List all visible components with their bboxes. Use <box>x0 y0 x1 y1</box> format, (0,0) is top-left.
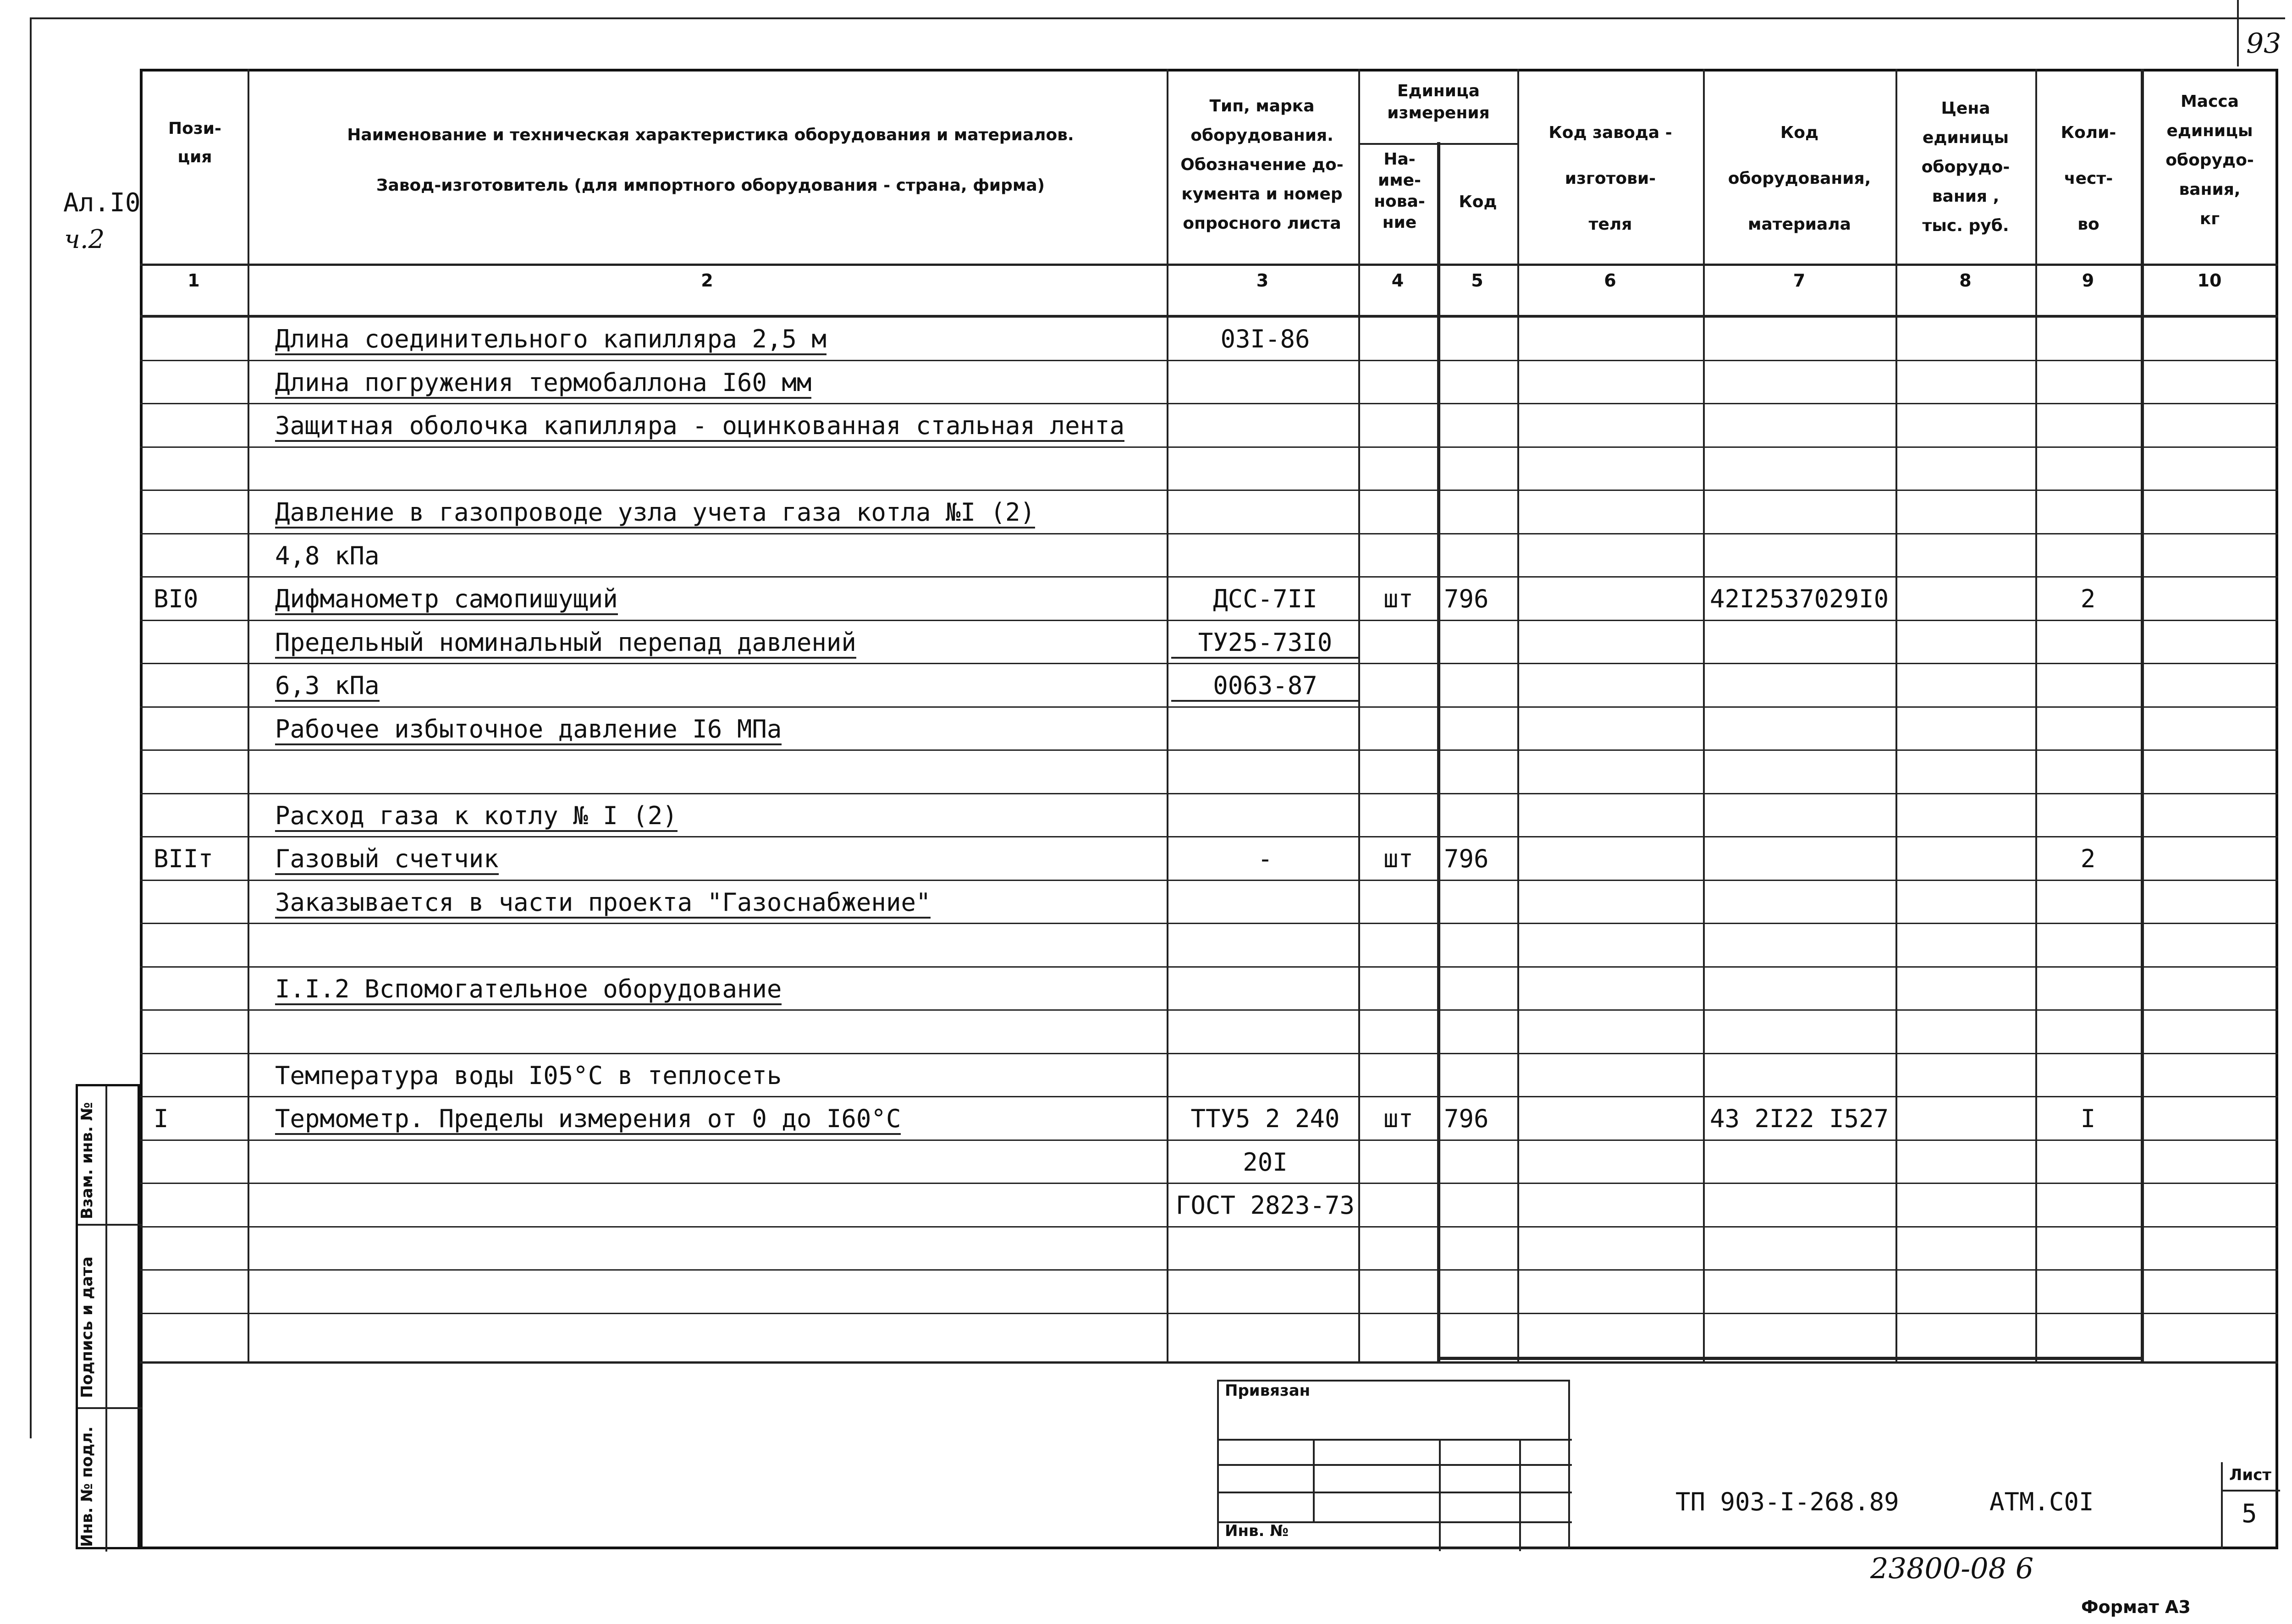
row-divider <box>140 1140 2278 1141</box>
stamp-replaced-inv: Взам. инв. № <box>78 1102 96 1219</box>
cell-name: Расход газа к котлу № I (2) <box>275 801 678 832</box>
col-num: 5 <box>1471 270 1483 291</box>
cell-qty: 2 <box>2080 584 2096 613</box>
row-divider <box>140 1183 2278 1184</box>
col-num: 8 <box>1959 270 1972 291</box>
header-mass: Масса единицы оборудо- вания, кг <box>2165 92 2254 228</box>
cell-name: Длина соединительного капилляра 2,5 м <box>275 325 826 355</box>
col-num: 4 <box>1391 270 1404 291</box>
cell-name: Предельный номинальный перепад давлений <box>275 628 856 659</box>
left-border <box>30 17 32 1438</box>
row-divider <box>140 923 2278 924</box>
document-code: ТП 903-I-268.89 <box>1675 1487 1899 1516</box>
cell-type: - <box>1257 844 1273 873</box>
album-label-1: Ал.I0 <box>63 188 141 218</box>
cell-qty: 2 <box>2080 844 2096 873</box>
row-divider <box>140 620 2278 621</box>
row-divider <box>140 663 2278 664</box>
row-divider <box>140 403 2278 404</box>
column-numbers-row <box>140 270 2278 307</box>
col-num: 10 <box>2197 270 2222 291</box>
row-divider <box>140 360 2278 361</box>
stamp-signature-date: Подпись и дата <box>78 1256 96 1398</box>
header-equipment-code: Код оборудования, материала <box>1728 123 1871 234</box>
row-divider <box>140 1009 2278 1011</box>
cell-pos: BIIт <box>154 844 214 873</box>
col-num: 9 <box>2082 270 2094 291</box>
row-divider <box>140 1226 2278 1228</box>
header-price: Цена единицы оборудо- вания , тыс. руб. <box>1921 99 2010 235</box>
header-unit: Единица измерения <box>1387 82 1490 122</box>
cell-name: Защитная оболочка капилляра - оцинкованная стальная лента <box>275 411 1124 442</box>
cell-type: 20I <box>1243 1147 1288 1177</box>
sheet-label: Лист <box>2229 1466 2271 1484</box>
cell-code: 796 <box>1444 844 1489 873</box>
row-divider <box>140 836 2278 837</box>
cell-type: ТТУ5 2 240 <box>1190 1104 1340 1133</box>
cell-type: ДСС-7II <box>1213 584 1317 613</box>
cell-name: 4,8 кПа <box>275 541 380 570</box>
row-divider <box>140 576 2278 578</box>
cell-name: Длина погружения термобаллона I60 мм <box>275 368 811 399</box>
row-divider <box>140 706 2278 708</box>
cell-qty: I <box>2080 1104 2096 1133</box>
sheet-corner-number: 93 <box>2246 28 2281 60</box>
cell-pos: BI0 <box>154 584 198 613</box>
cell-eq: 43 2I22 I527 <box>1710 1104 1889 1133</box>
row-divider <box>140 446 2278 448</box>
stamp-inv: Инв. № <box>1225 1522 1289 1540</box>
stamp-original-inv: Инв. № подл. <box>78 1426 96 1547</box>
col-num: 1 <box>187 270 200 291</box>
header-unit-name: На- име- нова- ние <box>1374 150 1425 232</box>
row-divider <box>140 966 2278 968</box>
row-divider <box>140 1096 2278 1097</box>
header-position: Пози- ция <box>168 119 221 166</box>
row-divider <box>140 1269 2278 1271</box>
header-unit-code: Код <box>1459 193 1497 211</box>
header-name: Наименование и техническая характеристика оборудования и материалов. Завод-изготовитель (для импортного оборудования - страна, фирма) <box>347 126 1074 195</box>
col-num: 2 <box>701 270 713 291</box>
cell-unit: шт <box>1383 844 1414 873</box>
cell-name: Рабочее избыточное давление I6 МПа <box>275 715 782 745</box>
cell-name: Заказывается в части проекта "Газоснабжение" <box>275 888 931 919</box>
top-border <box>30 17 2285 19</box>
header-type: Тип, марка оборудования. Обозначение до- кумента и номер опросного листа <box>1180 97 1344 233</box>
cell-name: Термометр. Пределы измерения от 0 до I60°С <box>275 1104 901 1135</box>
cell-type: 0063-87 <box>1171 671 1359 702</box>
cell-name: Дифманометр самопишущий <box>275 584 618 615</box>
col-num: 7 <box>1793 270 1806 291</box>
stamp-privyazan: Привязан <box>1225 1382 1311 1400</box>
row-divider <box>140 880 2278 881</box>
cell-type: ГОСТ 2823-73 <box>1175 1191 1355 1220</box>
row-divider <box>140 533 2278 534</box>
row-divider <box>140 793 2278 794</box>
row-divider <box>140 490 2278 491</box>
row-divider <box>140 749 2278 751</box>
header-quantity: Коли- чест- во <box>2061 123 2116 234</box>
cell-pos: I <box>154 1104 169 1133</box>
cell-eq: 42I2537029I0 <box>1710 584 1889 613</box>
album-label-2: ч.2 <box>64 225 105 254</box>
cell-code: 796 <box>1444 584 1489 613</box>
header-plant-code: Код завода - изготови- теля <box>1548 123 1672 234</box>
bottom-code: 23800-08 6 <box>1870 1552 2034 1585</box>
col-num: 6 <box>1604 270 1616 291</box>
cell-name: Газовый счетчик <box>275 844 499 875</box>
cell-name: 6,3 кПа <box>275 671 380 702</box>
document-part: АТМ.С0I <box>1989 1487 2094 1516</box>
cell-unit: шт <box>1383 1104 1414 1133</box>
col-num: 3 <box>1256 270 1269 291</box>
row-divider <box>140 1053 2278 1054</box>
cell-name: Температура воды I05°С в теплосеть <box>275 1061 782 1090</box>
cell-name: Давление в газопроводе узла учета газа котла №I (2) <box>275 498 1035 528</box>
cell-type: ТУ25-73I0 <box>1171 628 1359 659</box>
cell-type: 03I-86 <box>1220 325 1310 353</box>
cell-code: 796 <box>1444 1104 1489 1133</box>
row-divider <box>140 1313 2278 1314</box>
cell-name: I.I.2 Вспомогательное оборудование <box>275 974 782 1005</box>
format-label: Формат А3 <box>2081 1597 2191 1617</box>
sheet-number: 5 <box>2242 1499 2257 1529</box>
cell-unit: шт <box>1383 584 1414 613</box>
corner-divider <box>2237 0 2239 66</box>
